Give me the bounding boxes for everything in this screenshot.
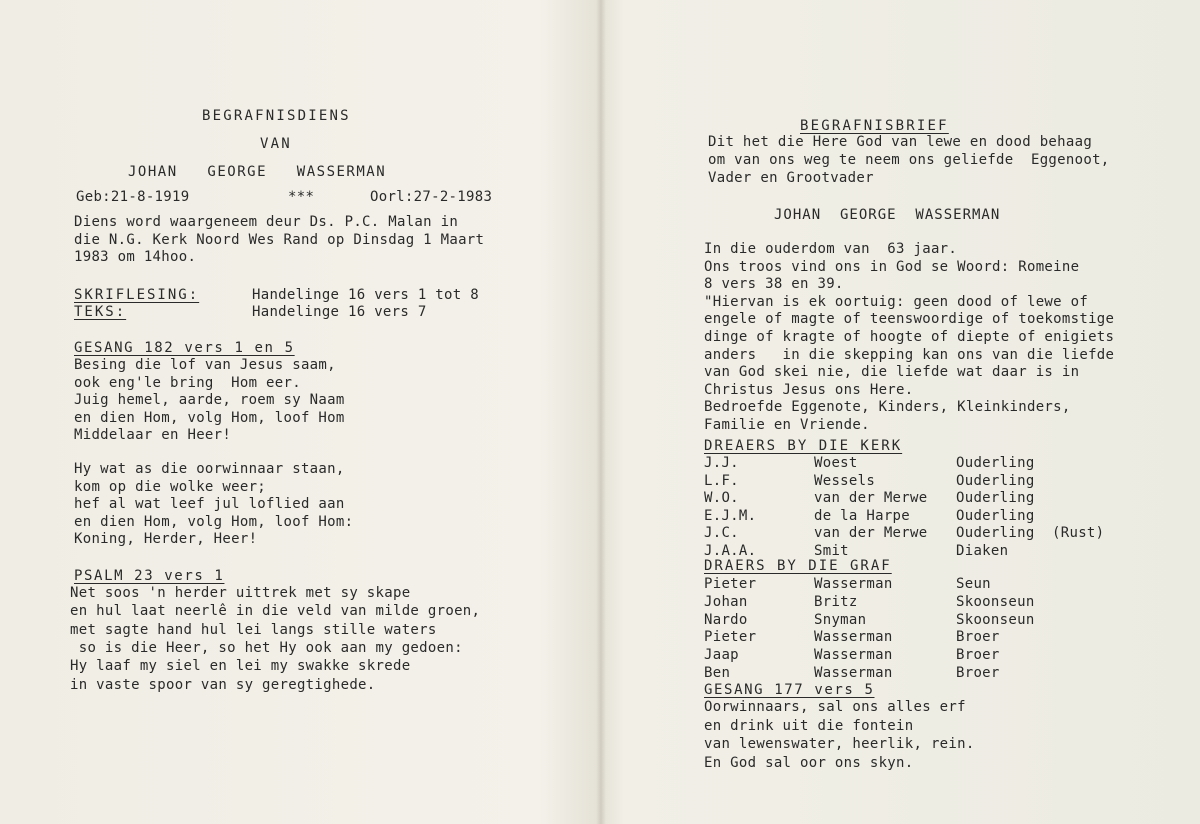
skriflesing-text: Handelinge 16 vers 1 tot 8 [252, 287, 479, 303]
hymn-line: Besing die lof van Jesus saam, [74, 357, 336, 373]
bearer-initials: W.O. [704, 490, 739, 506]
teks-text: Handelinge 16 vers 7 [252, 304, 427, 320]
bearer-surname: van der Merwe [814, 525, 928, 541]
bearer-role: Ouderling [956, 472, 1035, 489]
hymn-line: en dien Hom, volg Hom, loof Hom [74, 409, 345, 426]
deceased-name: JOHAN GEORGE WASSERMAN [128, 164, 387, 180]
psalm-line: en hul laat neerlê in die veld van milde groen, [70, 603, 481, 620]
bearer-surname: Wasserman [814, 647, 893, 664]
bearer-role: Ouderling [956, 490, 1035, 506]
hymn-line: van lewenswater, heerlik, rein. [704, 736, 975, 752]
service-info-line: die N.G. Kerk Noord Wes Rand op Dinsdag 1 Maart [74, 231, 485, 248]
stars-separator: *** [288, 189, 315, 205]
letter-text-line: 8 vers 38 en 39. [704, 276, 844, 293]
hymn-line: ook eng'le bring Hom eer. [74, 374, 301, 391]
hymn-line: en drink uit die fontein [704, 717, 914, 734]
psalm-line: so is die Heer, so het Hy ook aan my gedoen: [70, 639, 463, 656]
letter-text-line: dinge of kragte of hoogte of diepte of enigiets [704, 329, 1115, 345]
bearer-surname: van der Merwe [814, 490, 928, 506]
letter-text-line: Ons troos vind ons in God se Woord: Romeine [704, 258, 1080, 275]
right-page [704, 0, 1174, 824]
birth-date: Geb:21-8-1919 [76, 189, 190, 205]
hymn-line: Oorwinnaars, sal ons alles erf [704, 699, 966, 715]
hymn-line: en dien Hom, volg Hom, loof Hom: [74, 513, 354, 530]
death-date: Oorl:27-2-1983 [370, 189, 493, 205]
psalm-line: Net soos 'n herder uittrek met sy skape [70, 585, 411, 601]
bearer-role: Ouderling [956, 455, 1035, 471]
bearer-initials: J.C. [704, 525, 739, 541]
skriflesing-label: SKRIFLESING: [74, 287, 200, 303]
bearer-role: Seun [956, 576, 991, 592]
letter-text-line: In die ouderdom van 63 jaar. [704, 241, 958, 257]
letter-text-line: engele of magte of teenswoordige of toekomstige [704, 311, 1115, 328]
bearer-surname: Wessels [814, 472, 876, 489]
bearer-surname: de la Harpe [814, 507, 911, 524]
bearer-role: Ouderling [956, 507, 1035, 524]
hymn-line: Middelaar en Heer! [74, 427, 232, 443]
gesang-177-heading: GESANG 177 vers 5 [704, 682, 875, 698]
hymn-line: Hy wat as die oorwinnaar staan, [74, 461, 345, 477]
letter-text-line: Familie en Vriende. [704, 417, 870, 433]
bearer-role: Skoonseun [956, 611, 1035, 628]
hymn-line: En God sal oor ons skyn. [704, 754, 914, 771]
van-label: VAN [260, 136, 292, 152]
bearer-surname: Wasserman [814, 629, 893, 646]
hymn-line: hef al wat leef jul loflied aan [74, 496, 345, 512]
psalm-line: met sagte hand hul lei langs stille waters [70, 621, 437, 638]
letter-text-line: anders in die skepping kan ons van die liefde [704, 346, 1115, 363]
service-title: BEGRAFNISDIENS [202, 108, 351, 124]
bearer-initials: J.J. [704, 455, 739, 471]
bearer-surname: Britz [814, 593, 858, 610]
bearer-surname: Wasserman [814, 665, 893, 681]
bearer-role: Broer [956, 647, 1000, 664]
psalm-line: in vaste spoor van sy geregtighede. [70, 676, 376, 693]
letter-text-line: van God skei nie, die liefde wat daar is in [704, 364, 1080, 381]
service-info-line: Diens word waargeneem deur Ds. P.C. Malan in [74, 214, 459, 230]
psalm-line: Hy laaf my siel en lei my swakke skrede [70, 658, 411, 675]
bearer-initials: Ben [704, 665, 731, 681]
bearer-role: Skoonseun [956, 593, 1035, 610]
hymn-line: Juig hemel, aarde, roem sy Naam [74, 392, 345, 408]
intro-line: Dit het die Here God van lewe en dood behaag [708, 134, 1093, 150]
page-fold [596, 0, 606, 824]
kerk-bearers-heading: DREAERS BY DIE KERK [704, 438, 903, 454]
letter-text-line: "Hiervan is ek oortuig: geen dood of lewe of [704, 293, 1089, 310]
bearer-surname: Snyman [814, 611, 867, 628]
bearer-initials: J.A.A. [704, 542, 757, 559]
left-page [70, 0, 570, 824]
gesang-182-heading: GESANG 182 vers 1 en 5 [74, 340, 295, 356]
bearer-surname: Wasserman [814, 576, 893, 592]
bearer-role: Broer [956, 629, 1000, 646]
hymn-line: Koning, Herder, Heer! [74, 531, 258, 547]
bearer-initials: Pieter [704, 629, 757, 646]
bearer-surname: Woest [814, 455, 858, 471]
bearer-surname: Smit [814, 542, 849, 559]
letter-text-line: Bedroefde Eggenote, Kinders, Kleinkinders, [704, 399, 1071, 416]
letter-title: BEGRAFNISBRIEF [800, 118, 949, 134]
bearer-initials: Pieter [704, 576, 757, 592]
bearer-initials: Johan [704, 593, 748, 610]
letter-text-line: Christus Jesus ons Here. [704, 381, 914, 398]
bearer-role: Ouderling (Rust) [956, 525, 1105, 541]
graf-bearers-heading: DRAERS BY DIE GRAF [704, 558, 892, 574]
bearer-role: Broer [956, 665, 1000, 681]
bearer-role: Diaken [956, 542, 1009, 559]
letter-deceased-name: JOHAN GEORGE WASSERMAN [774, 207, 1001, 223]
teks-label: TEKS: [74, 304, 127, 320]
hymn-line: kom op die wolke weer; [74, 478, 267, 495]
bearer-initials: E.J.M. [704, 507, 757, 524]
service-info-line: 1983 om 14hoo. [74, 249, 197, 265]
intro-line: Vader en Grootvader [708, 170, 874, 186]
bearer-initials: Jaap [704, 647, 739, 664]
psalm-23-heading: PSALM 23 vers 1 [74, 568, 225, 584]
bearer-initials: Nardo [704, 611, 748, 628]
intro-line: om van ons weg te neem ons geliefde Eggenoot, [708, 152, 1110, 168]
bearer-initials: L.F. [704, 472, 739, 489]
